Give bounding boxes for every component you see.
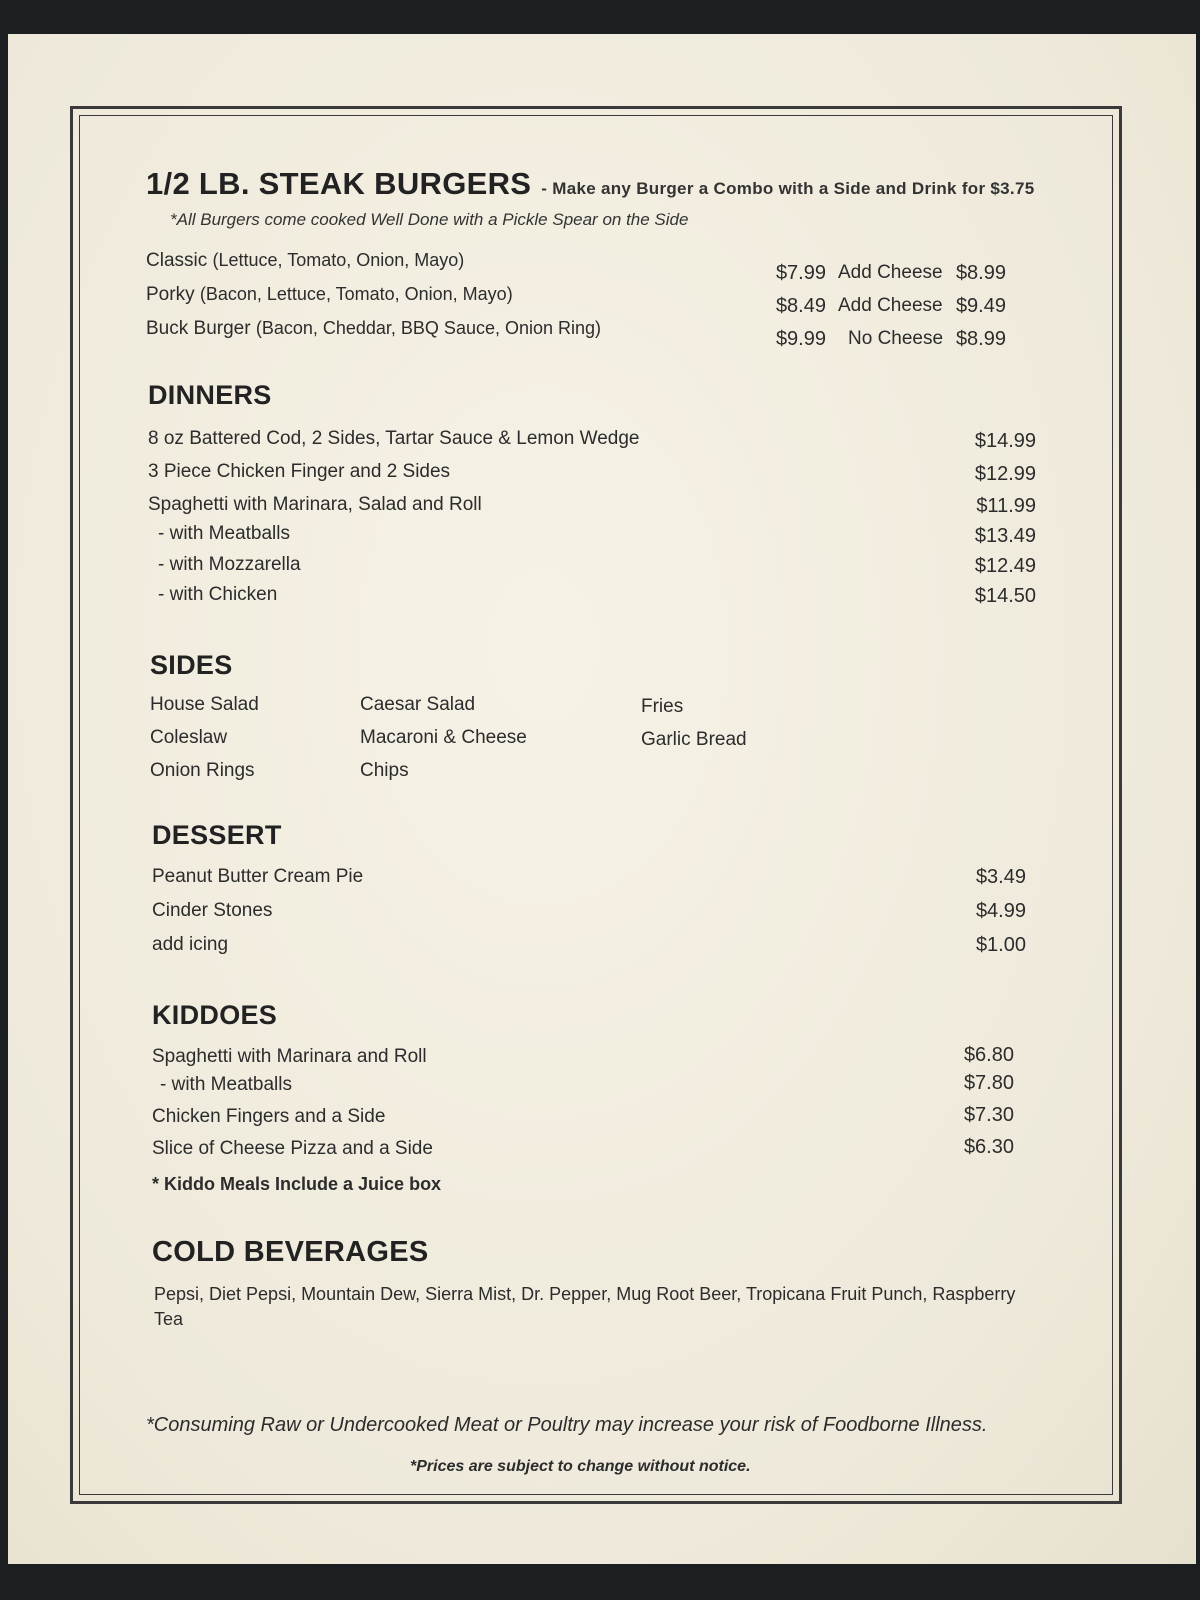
burger-row: [146, 318, 601, 340]
dessert-price: $1.00: [975, 934, 1026, 956]
side-item: Caesar Salad: [360, 694, 476, 715]
side-item: Chips: [360, 760, 409, 781]
kiddo-price: $6.30: [963, 1136, 1014, 1158]
sides-title: SIDES: [150, 650, 233, 680]
cook-note: *All Burgers come cooked Well Done with a Pickle Spear on the Side: [170, 210, 689, 229]
dinner-item: 3 Piece Chicken Finger and 2 Sides: [148, 461, 451, 482]
kiddo-item: Chicken Fingers and a Side: [152, 1106, 386, 1127]
burger-price: $7.99: [775, 262, 826, 284]
kiddo-price: $7.30: [963, 1104, 1014, 1126]
dinner-item: - with Chicken: [158, 584, 278, 605]
burger-price: $8.49: [775, 295, 826, 317]
burger-price: $9.99: [775, 328, 826, 350]
dessert-price: $4.99: [975, 900, 1026, 922]
kiddoes-title: KIDDOES: [152, 1000, 278, 1030]
dessert-price: $3.49: [975, 866, 1026, 888]
dinner-price: $12.49: [974, 555, 1036, 577]
foodborne-warning: *Consuming Raw or Undercooked Meat or Poultry may increase your risk of Foodborne Illness.: [146, 1414, 988, 1436]
burger-row: [146, 284, 513, 306]
kiddo-note: * Kiddo Meals Include a Juice box: [152, 1174, 442, 1194]
dessert-item: Peanut Butter Cream Pie: [152, 866, 364, 887]
beverages-list: Pepsi, Diet Pepsi, Mountain Dew, Sierra Mist, Dr. Pepper, Mug Root Beer, Tropicana Fruit Punch, Raspberry Tea: [154, 1284, 1016, 1330]
dinner-item: 8 oz Battered Cod, 2 Sides, Tartar Sauce & Lemon Wedge: [148, 428, 640, 449]
burgers-title: 1/2 LB. STEAK BURGERS: [146, 166, 532, 201]
side-item: Coleslaw: [150, 727, 228, 748]
burger-desc: (Lettuce, Tomato, Onion, Mayo): [212, 250, 465, 270]
prices-note: *Prices are subject to change without notice.: [410, 1458, 751, 1475]
burger-name: Porky: [146, 284, 195, 305]
burger-option: No Cheese: [848, 328, 944, 349]
kiddo-item: Slice of Cheese Pizza and a Side: [152, 1138, 433, 1159]
burger-name: Classic: [146, 250, 208, 271]
side-item: Garlic Bread: [641, 729, 747, 750]
dinner-price: $12.99: [974, 463, 1036, 485]
burger-option: Add Cheese: [838, 295, 943, 316]
dinner-item: - with Mozzarella: [158, 554, 301, 575]
dessert-item: Cinder Stones: [152, 900, 273, 921]
kiddo-item: Spaghetti with Marinara and Roll: [152, 1046, 427, 1067]
burger-desc: (Bacon, Cheddar, BBQ Sauce, Onion Ring): [255, 318, 602, 338]
burger-name: Buck Burger: [146, 318, 251, 339]
dinner-item: Spaghetti with Marinara, Salad and Roll: [148, 494, 482, 515]
dinner-price: $14.99: [974, 430, 1036, 452]
dinner-item: - with Meatballs: [158, 523, 290, 544]
dinner-price: $11.99: [976, 495, 1036, 517]
burger-row: [146, 250, 464, 272]
burger-option: Add Cheese: [838, 262, 943, 283]
combo-note: - Make any Burger a Combo with a Side and Drink for $3.75: [541, 179, 1035, 198]
dinner-price: $14.50: [974, 585, 1036, 607]
side-item: House Salad: [150, 694, 259, 715]
side-item: Fries: [641, 696, 684, 717]
burger-option-price: $8.99: [955, 262, 1006, 284]
dinners-title: DINNERS: [148, 380, 272, 410]
beverages-title: COLD BEVERAGES: [152, 1236, 429, 1268]
kiddo-item: - with Meatballs: [160, 1074, 292, 1095]
burger-desc: (Bacon, Lettuce, Tomato, Onion, Mayo): [199, 284, 513, 304]
kiddo-price: $6.80: [963, 1044, 1014, 1066]
dessert-item: add icing: [152, 934, 229, 955]
burger-option-price: $8.99: [955, 328, 1006, 350]
side-item: Macaroni & Cheese: [360, 727, 527, 748]
dessert-title: DESSERT: [152, 820, 282, 850]
dinner-price: $13.49: [974, 525, 1036, 547]
burger-option-price: $9.49: [955, 295, 1006, 317]
burgers-heading: [146, 166, 1034, 202]
side-item: Onion Rings: [150, 760, 255, 781]
kiddo-price: $7.80: [963, 1072, 1014, 1094]
